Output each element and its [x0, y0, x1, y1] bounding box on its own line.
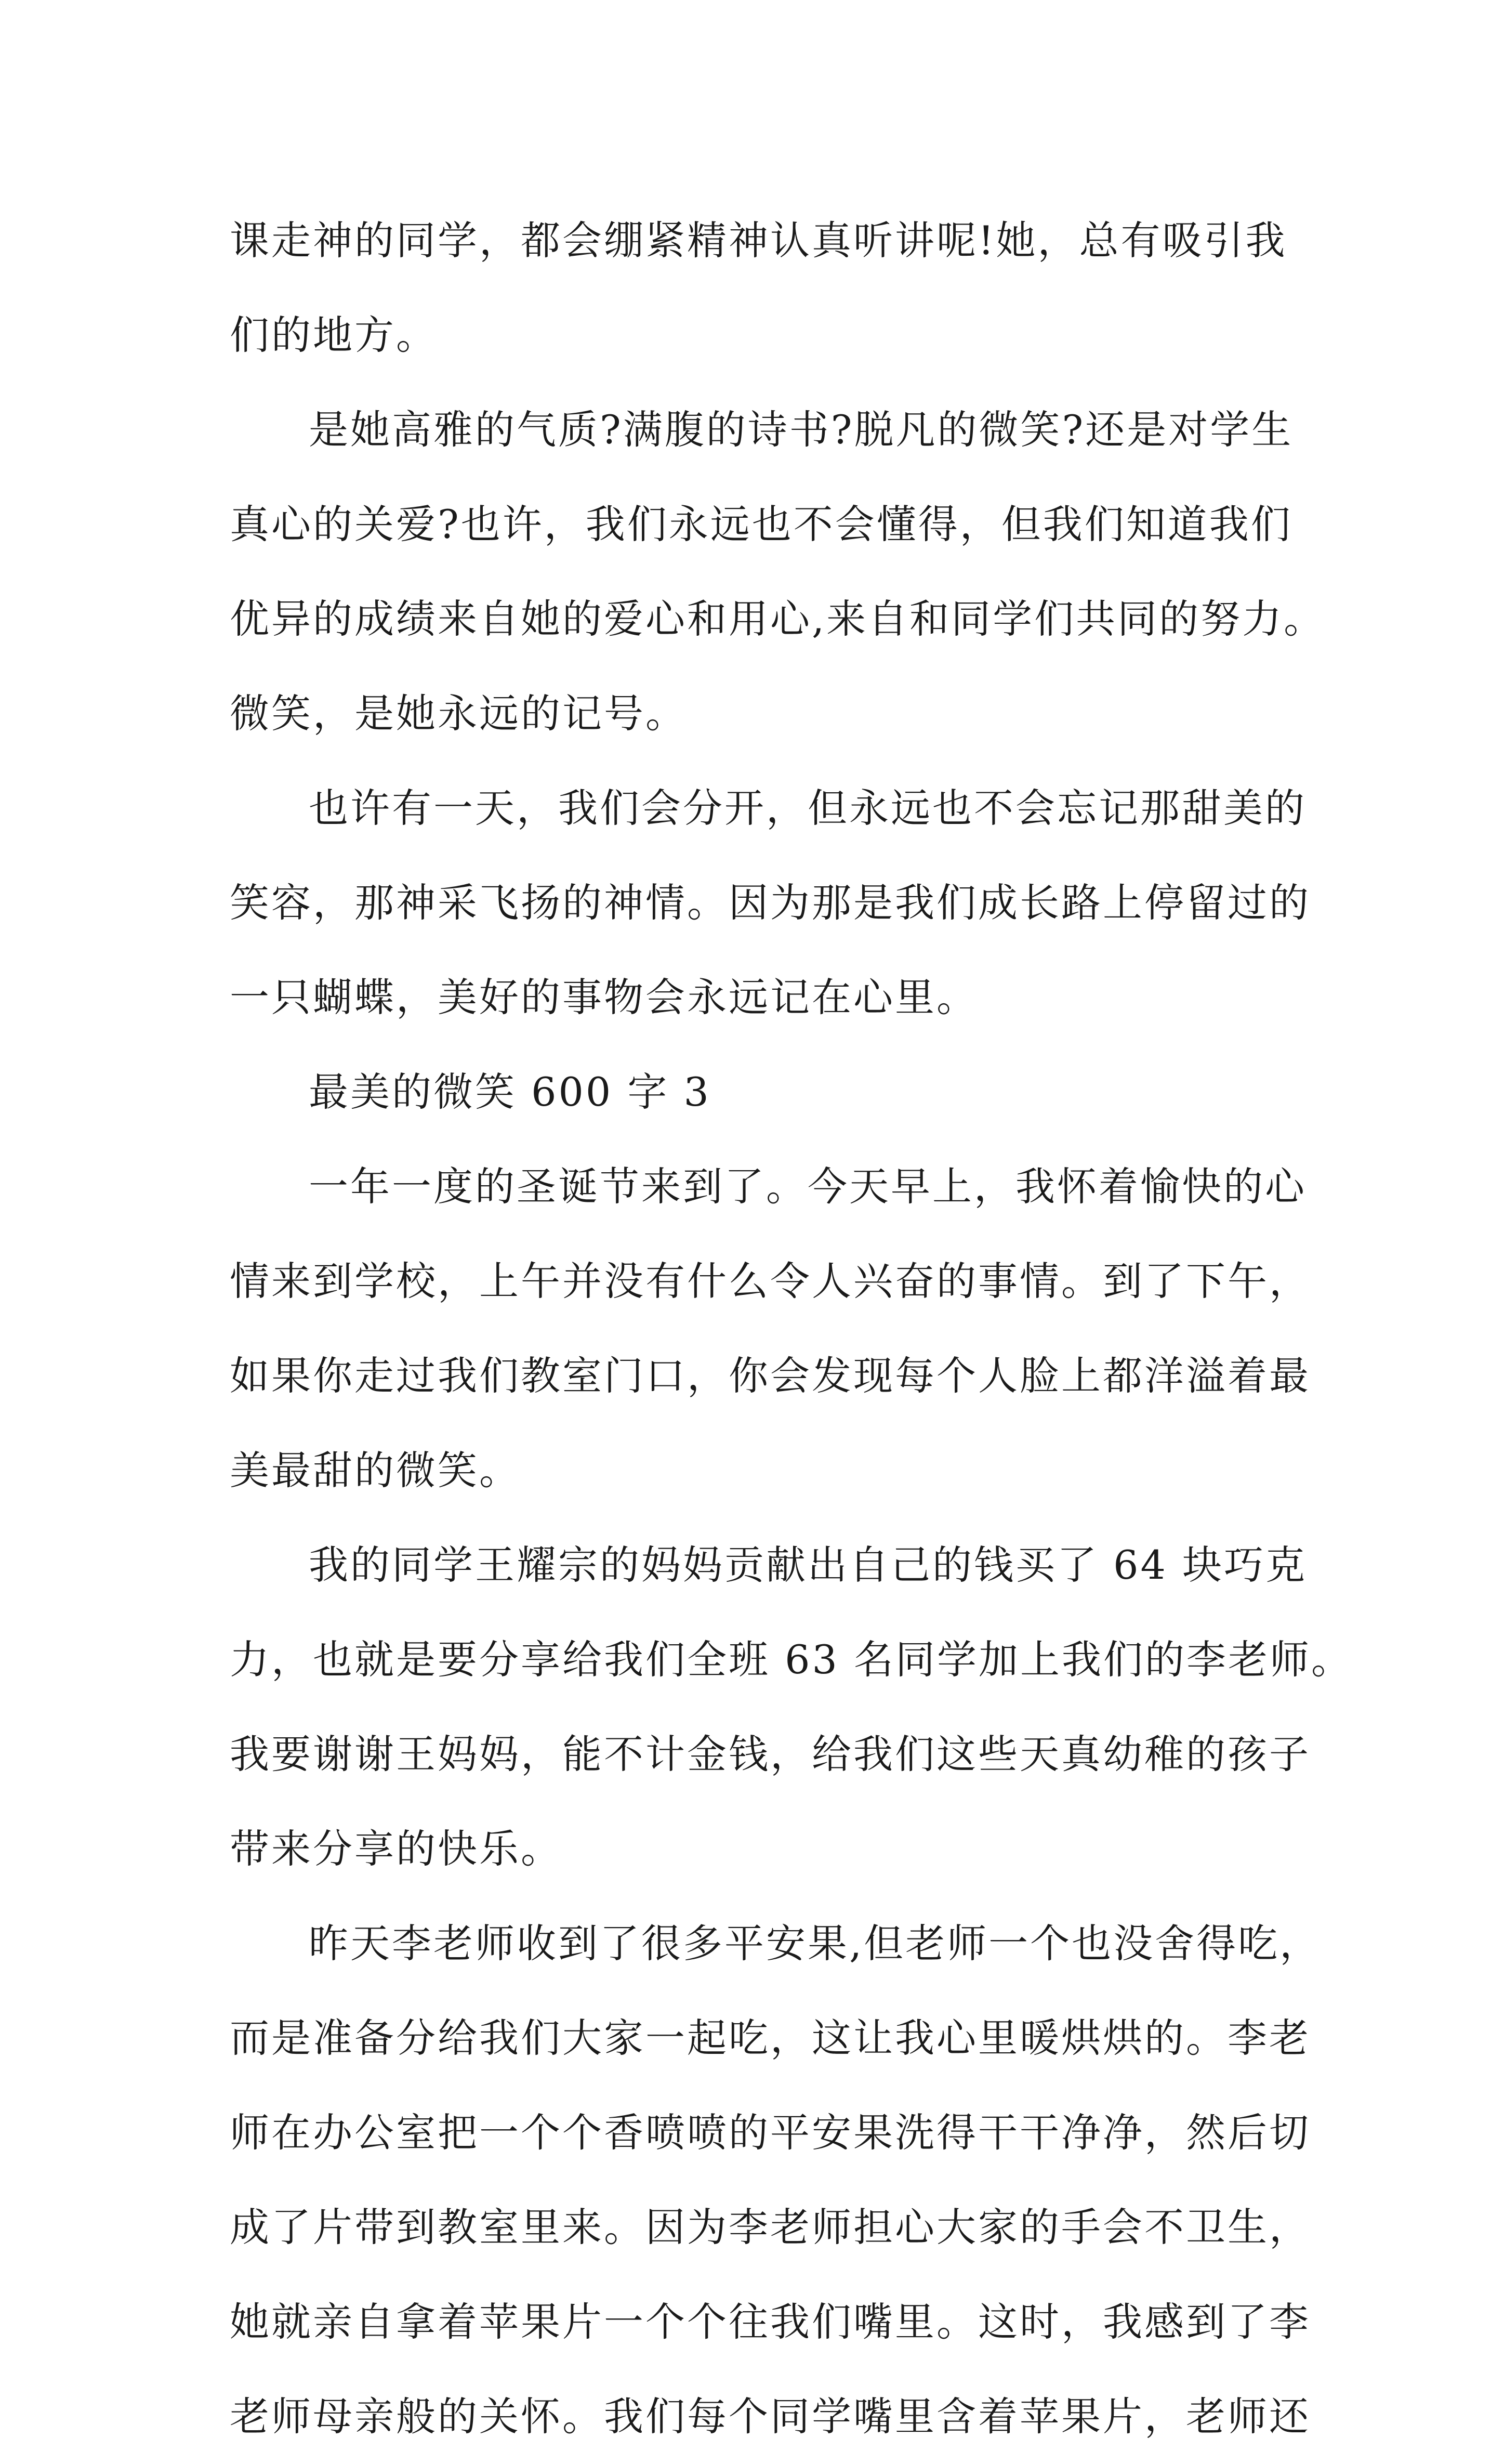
text-line: 我要谢谢王妈妈，能不计金钱，给我们这些天真幼稚的孩子	[230, 1731, 1311, 1777]
text-line: 老师母亲般的关怀。我们每个同学嘴里含着苹果片，老师还	[230, 2393, 1311, 2440]
text-line: 她就亲自拿着苹果片一个个往我们嘴里。这时，我感到了李	[230, 2299, 1311, 2345]
text-line: 优异的成绩来自她的爱心和用心,来自和同学们共同的努力。	[230, 596, 1326, 642]
document-body	[230, 193, 1353, 2464]
text-line: 真心的关爱?也许，我们永远也不会懂得，但我们知道我们	[230, 501, 1292, 547]
text-line: 美最甜的微笑。	[230, 1447, 521, 1493]
text-line: 笑容，那神采飞扬的神情。因为那是我们成长路上停留过的	[230, 880, 1311, 926]
text-line: 如果你走过我们教室门口，你会发现每个人脸上都洋溢着最	[230, 1353, 1311, 1399]
text-line: 也许有一天，我们会分开，但永远也不会忘记那甜美的	[309, 785, 1307, 831]
text-line: 一只蝴蝶，美好的事物会永远记在心里。	[230, 974, 978, 1020]
text-line: 昨天李老师收到了很多平安果,但老师一个也没舍得吃，	[309, 1920, 1322, 1967]
text-line: 是她高雅的气质?满腹的诗书?脱凡的微笑?还是对学生	[309, 407, 1294, 453]
text-line: 力，也就是要分享给我们全班 63 名同学加上我们的李老师。	[230, 1636, 1353, 1683]
text-line: 情来到学校，上午并没有什么令人兴奋的事情。到了下午，	[230, 1258, 1311, 1304]
text-line: 而是准备分给我们大家一起吃，这让我心里暖烘烘的。李老	[230, 2015, 1311, 2061]
text-line: 师在办公室把一个个香喷喷的平安果洗得干干净净，然后切	[230, 2109, 1311, 2156]
text-line: 带来分享的快乐。	[230, 1826, 562, 1872]
text-line: 最美的微笑 600 字 3	[309, 1069, 711, 1115]
text-line: 微笑，是她永远的记号。	[230, 690, 687, 737]
text-line: 成了片带到教室里来。因为李老师担心大家的手会不卫生，	[230, 2204, 1311, 2250]
text-line: 一年一度的圣诞节来到了。今天早上，我怀着愉快的心	[309, 1163, 1307, 1210]
text-line: 我的同学王耀宗的妈妈贡献出自己的钱买了 64 块巧克	[309, 1542, 1308, 1588]
text-line: 们的地方。	[230, 312, 438, 358]
text-line: 课走神的同学，都会绷紧精神认真听讲呢!她，总有吸引我	[230, 217, 1287, 264]
